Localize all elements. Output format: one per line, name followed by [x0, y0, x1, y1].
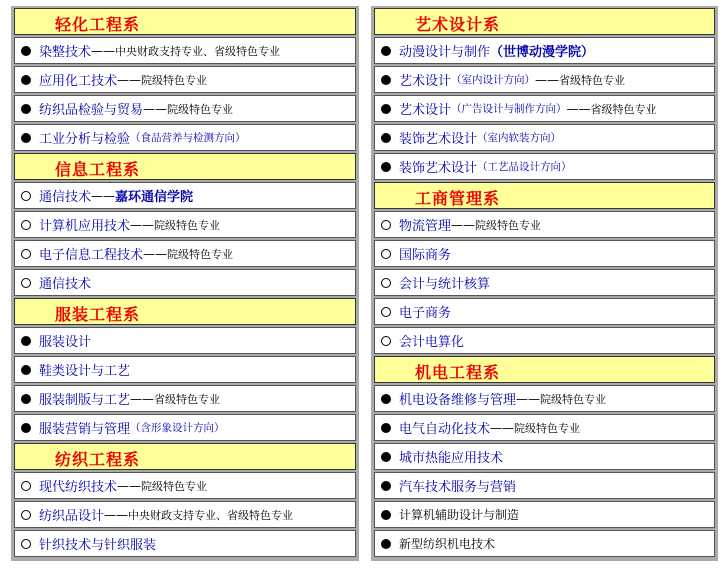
section-header-textile — [14, 443, 356, 470]
list-item[interactable]: 物流管理 —— 院级特色专业 — [374, 211, 715, 238]
filled-bullet-icon — [381, 539, 391, 549]
list-item[interactable] — [374, 124, 715, 151]
major-direction[interactable]: （室内设计方向） — [451, 74, 536, 86]
hollow-bullet-icon — [21, 191, 31, 201]
hollow-bullet-icon — [381, 278, 391, 288]
list-item[interactable]: 计算机应用技术 —— 院级特色专业 — [14, 211, 356, 238]
major-direction[interactable]: （室内软装方向） — [477, 132, 562, 144]
list-item[interactable] — [374, 37, 715, 64]
right-department-column — [371, 6, 718, 561]
list-item[interactable] — [14, 327, 356, 354]
section-title: 机电工程系 — [415, 363, 501, 382]
filled-bullet-icon — [21, 336, 31, 346]
major-name[interactable]: 服装设计 — [39, 335, 92, 350]
major-note: 院级特色专业 — [141, 73, 208, 87]
major-name[interactable]: 会计与统计核算 — [399, 277, 491, 292]
list-item[interactable]: 艺术设计 （室内设计方向） —— 省级特色专业 — [374, 66, 715, 93]
major-note: 院级特色专业 — [154, 218, 221, 232]
list-item[interactable] — [14, 414, 356, 441]
filled-bullet-icon — [21, 133, 31, 143]
major-note: 院级特色专业 — [167, 247, 234, 261]
major-note: 省级特色专业 — [154, 392, 221, 406]
list-item — [374, 530, 715, 557]
major-direction[interactable]: （工艺品设计方向） — [477, 161, 572, 173]
filled-bullet-icon — [381, 46, 391, 56]
major-note: 省级特色专业 — [559, 73, 626, 87]
major-name[interactable]: 计算机应用技术 — [39, 219, 131, 234]
filled-bullet-icon — [381, 104, 391, 114]
filled-bullet-icon — [381, 481, 391, 491]
major-name[interactable]: 针织技术与针织服装 — [39, 538, 157, 553]
major-name[interactable]: 会计电算化 — [399, 335, 465, 350]
major-name[interactable]: 汽车技术服务与营销 — [399, 480, 517, 495]
filled-bullet-icon — [381, 133, 391, 143]
major-name[interactable]: 艺术设计 — [399, 74, 452, 89]
list-item[interactable]: 通信技术 —— 嘉环通信学院 — [14, 182, 356, 209]
hollow-bullet-icon — [21, 481, 31, 491]
list-item[interactable]: 纺织品检验与贸易 —— 院级特色专业 — [14, 95, 356, 122]
major-name[interactable]: 纺织品检验与贸易 — [39, 103, 144, 118]
list-item[interactable] — [374, 153, 715, 180]
major-name[interactable]: 电子商务 — [399, 306, 452, 321]
major-name[interactable]: 国际商务 — [399, 248, 452, 263]
section-header-business — [374, 182, 715, 209]
major-direction[interactable]: （食品营养与检测方向） — [130, 132, 246, 144]
list-item[interactable] — [374, 269, 715, 296]
major-name[interactable]: 服装营销与管理 — [39, 422, 131, 437]
major-note: 中央财政支持专业、省级特色专业 — [115, 44, 281, 58]
list-item[interactable] — [374, 443, 715, 470]
list-item[interactable]: 机电设备维修与管理 —— 院级特色专业 — [374, 385, 715, 412]
major-name[interactable]: 现代纺织技术 — [39, 480, 118, 495]
major-name[interactable]: 机电设备维修与管理 — [399, 393, 517, 408]
section-header-apparel — [14, 298, 356, 325]
hollow-bullet-icon — [21, 249, 31, 259]
filled-bullet-icon — [381, 423, 391, 433]
college-name[interactable]: （世博动漫学院） — [490, 45, 595, 60]
major-name[interactable]: 城市热能应用技术 — [399, 451, 504, 466]
section-title: 信息工程系 — [55, 160, 141, 179]
major-name[interactable]: 电气自动化技术 — [399, 422, 491, 437]
hollow-bullet-icon — [381, 220, 391, 230]
list-item[interactable] — [374, 327, 715, 354]
major-name[interactable]: 染整技术 — [39, 45, 92, 60]
major-name[interactable]: 通信技术 — [39, 190, 92, 205]
filled-bullet-icon — [21, 75, 31, 85]
major-note: 省级特色专业 — [590, 102, 657, 116]
section-title: 艺术设计系 — [415, 15, 501, 34]
hollow-bullet-icon — [21, 220, 31, 230]
major-name[interactable]: 艺术设计 — [399, 103, 452, 118]
major-name[interactable]: 应用化工技术 — [39, 74, 118, 89]
list-item[interactable] — [374, 472, 715, 499]
list-item[interactable]: 纺织品设计 —— 中央财政支持专业、省级特色专业 — [14, 501, 356, 528]
filled-bullet-icon — [381, 510, 391, 520]
major-note: 院级特色专业 — [514, 421, 581, 435]
major-name[interactable]: 装饰艺术设计 — [399, 161, 478, 176]
list-item[interactable] — [374, 298, 715, 325]
major-name: 新型纺织机电技术 — [399, 537, 496, 551]
major-name[interactable]: 纺织品设计 — [39, 509, 105, 524]
hollow-bullet-icon — [21, 278, 31, 288]
major-name[interactable]: 物流管理 — [399, 219, 452, 234]
list-item[interactable]: 应用化工技术 —— 院级特色专业 — [14, 66, 356, 93]
list-item[interactable] — [374, 240, 715, 267]
major-name[interactable]: 通信技术 — [39, 277, 92, 292]
section-title: 轻化工程系 — [55, 15, 141, 34]
hollow-bullet-icon — [21, 510, 31, 520]
section-header-information — [14, 153, 356, 180]
major-note: 院级特色专业 — [475, 218, 542, 232]
list-item[interactable]: 艺术设计 （广告设计与制作方向） —— 省级特色专业 — [374, 95, 715, 122]
filled-bullet-icon — [21, 423, 31, 433]
section-title: 服装工程系 — [55, 305, 141, 324]
major-note: 院级特色专业 — [141, 479, 208, 493]
list-item[interactable]: 现代纺织技术 —— 院级特色专业 — [14, 472, 356, 499]
hollow-bullet-icon — [381, 249, 391, 259]
major-note: 院级特色专业 — [167, 102, 234, 116]
list-item[interactable]: 电气自动化技术 —— 院级特色专业 — [374, 414, 715, 441]
section-header-mechatronics — [374, 356, 715, 383]
left-department-column — [11, 6, 359, 561]
major-name[interactable]: 装饰艺术设计 — [399, 132, 478, 147]
filled-bullet-icon — [21, 104, 31, 114]
major-name[interactable]: 动漫设计与制作 — [399, 45, 491, 60]
list-item — [374, 501, 715, 528]
section-header-art-design — [374, 8, 715, 35]
list-item[interactable]: 电子信息工程技术 —— 院级特色专业 — [14, 240, 356, 267]
college-name[interactable]: 嘉环通信学院 — [115, 190, 194, 205]
major-name[interactable]: 工业分析与检验 — [39, 132, 131, 147]
list-item[interactable] — [14, 124, 356, 151]
filled-bullet-icon — [21, 46, 31, 56]
section-header-light-chemical — [14, 8, 356, 35]
list-item[interactable] — [14, 530, 356, 557]
section-title: 纺织工程系 — [55, 450, 141, 469]
major-name[interactable]: 电子信息工程技术 — [39, 248, 144, 263]
list-item[interactable]: 服装制版与工艺 —— 省级特色专业 — [14, 385, 356, 412]
major-name[interactable]: 服装制版与工艺 — [39, 393, 131, 408]
filled-bullet-icon — [381, 162, 391, 172]
list-item[interactable]: 染整技术 —— 中央财政支持专业、省级特色专业 — [14, 37, 356, 64]
filled-bullet-icon — [381, 452, 391, 462]
hollow-bullet-icon — [21, 539, 31, 549]
hollow-bullet-icon — [381, 336, 391, 346]
major-direction[interactable]: （含形象设计方向） — [130, 422, 225, 434]
major-note: 院级特色专业 — [540, 392, 607, 406]
filled-bullet-icon — [21, 365, 31, 375]
list-item[interactable] — [14, 356, 356, 383]
major-name: 计算机辅助设计与制造 — [399, 508, 520, 522]
list-item[interactable] — [14, 269, 356, 296]
filled-bullet-icon — [21, 394, 31, 404]
hollow-bullet-icon — [381, 307, 391, 317]
filled-bullet-icon — [381, 394, 391, 404]
section-title: 工商管理系 — [415, 189, 501, 208]
major-direction[interactable]: （广告设计与制作方向） — [451, 103, 567, 115]
filled-bullet-icon — [381, 75, 391, 85]
major-name[interactable]: 鞋类设计与工艺 — [39, 364, 131, 379]
major-note: 中央财政支持专业、省级特色专业 — [128, 508, 294, 522]
